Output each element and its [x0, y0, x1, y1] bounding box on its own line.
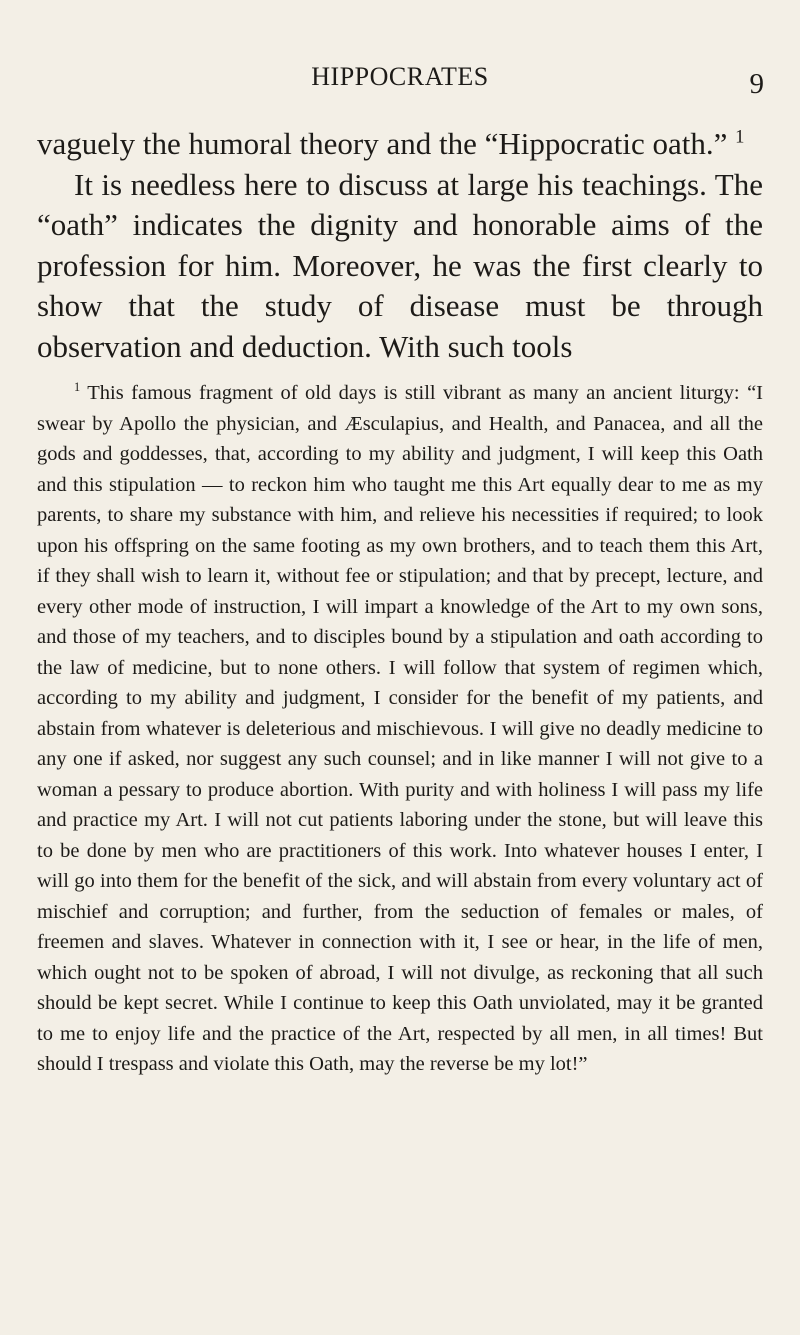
- paragraph-1: [37, 124, 763, 165]
- footnote-reference: 1: [735, 126, 745, 148]
- page-number: 9: [749, 68, 764, 100]
- footnote-text: This famous fragment of old days is still vibrant as many an ancient liturgy: “I swear by Apollo the physician, and Æsculapius, and Health, and Panacea, and all the gods and goddesses, that, according to my ability and judgment, I will keep this Oath and this stipulation — to reckon him who taught me this Art equally dear to me as my parents, to share my substance with him, and relieve his necessities if required; to look upon his offspring on the same footing as my own brothers, and to teach them this Art, if they shall wish to learn it, without fee or stipulation; and that by precept, lecture, and every other mode of instruction, I will impart a knowledge of the Art to my own sons, and those of my teachers, and to disciples bound by a stipulation and oath according to the law of medicine, but to none others. I will follow that system of regimen which, according to my ability and judgment, I consider for the benefit of my patients, and abstain from whatever is deleterious and mischievous. I will give no deadly medicine to any one if asked, nor suggest any such counsel; and in like manner I will not give to a woman a pessary to produce abortion. With purity and with holiness I will pass my life and practice my Art. I will not cut patients laboring under the stone, but will leave this to be done by men who are practitioners of this work. Into whatever houses I enter, I will go into them for the benefit of the sick, and will abstain from every voluntary act of mischief and corruption; and further, from the seduction of females or males, of freemen and slaves. Whatever in connection with it, I see or hear, in the life of men, which ought not to be spoken of abroad, I will not divulge, as reckoning that all such should be kept secret. While I continue to keep this Oath unviolated, may it be granted to me to enjoy life and the practice of the Art, respected by all men, in all times! But should I trespass and violate this Oath, may the reverse be my lot!”: [37, 382, 763, 1075]
- footnote-paragraph: [37, 378, 763, 1080]
- running-title: HIPPOCRATES: [311, 62, 489, 91]
- paragraph-2: It is needless here to discuss at large his teachings. The “oath” indicates the dignity and honorable aims of the profession for him. Moreover, he was the first clearly to show that the study of disease must be through observation and deduction. With such tools: [37, 166, 763, 364]
- main-text: [37, 124, 763, 367]
- footnote: [37, 378, 763, 1080]
- footnote-marker: 1: [74, 380, 81, 395]
- running-head: [36, 62, 764, 102]
- paragraph-1-text: vaguely the humoral theory and the “Hippocratic oath.”: [37, 126, 728, 161]
